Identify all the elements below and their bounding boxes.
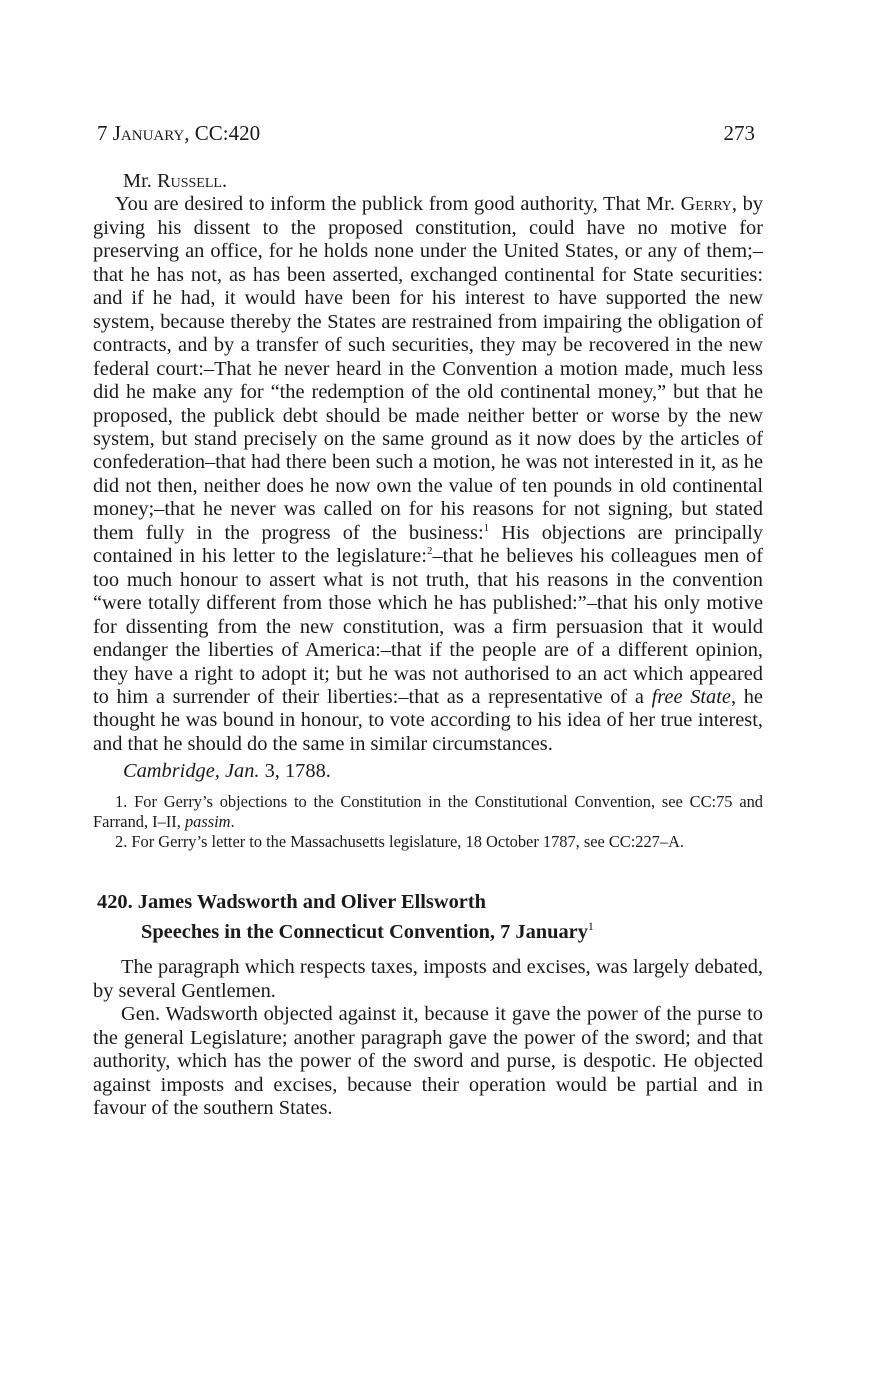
running-head-month: January [112,121,185,145]
dateline-date: 3, 1788. [259,760,331,783]
dateline-place: Cambridge, Jan. [123,760,260,783]
section-heading [93,890,763,944]
letter-name-gerry: Gerry [680,193,732,216]
running-head-ref: , CC:420 [184,121,261,145]
document-page [93,118,763,1121]
footnote-2 [93,832,763,852]
letter-text-c: His objections are principally contained in his letter to the legislature: [93,521,763,568]
letter-text-b: , by giving his dissent to the proposed constitution, could have no motive for preserving an office, for he holds none under the United States, or any of them;–that he has not, as has been asserted, exchanged continental for State securities: and if he had, it would have been for his interest to have supported the new system, because thereby the States are restrained from impairing the obligation of contracts, and by a transfer of such securities, they may be recovered in the new federal court:–That he never heard in the Convention a motion made, much less did he make any for “the redemption of the old continental money,” but that he proposed, the publick debt should be made neither better or worse by the new system, but stand precisely on the same ground as it now does by the articles of confederation–that had there been such a motion, he was not interested in it, as he did not then, neither does he now own the value of ten pounds in old continental money;–that he never was called on for his reasons for not signing, but stated them fully in the progress of the business: [93,193,763,544]
running-head-left [97,118,260,148]
section-footnote-ref[interactable]: 1 [587,919,594,934]
salutation-suffix: . [221,170,228,192]
footnotes [93,792,763,852]
letter-text-d: –that he believes his colleagues men of too much honour to assert what is not truth, that his reasons in the convention “were totally different from those which he has published:”–that his only motive for dissenting from the new constitution, was a firm persuasion that it would endanger the liberties of America:–that if the people are of a different opinion, they have a right to adopt it; but he was not authorised to an act which appeared to him a surrender of their liberties:–that as a representative of a [93,545,763,708]
running-head-day: 7 [97,121,113,145]
footnote-1 [93,792,763,832]
letter-dateline [93,756,763,786]
section-body [93,956,763,1121]
footnote-1-italic: passim [184,812,231,832]
section-paragraph-2: Gen. Wadsworth objected against it, because it gave the power of the purse to the general Legislature; another paragraph gave the power of the sword; and that authority, which has the power of the sword and purse, is despotic. He objected against imposts and excises, because their operation would be partial and in favour of the southern States. [93,1003,763,1120]
footnote-1-text: 1. For Gerry’s objections to the Constitution in the Constitutional Convention, see CC:75 and Farrand, I–II, [93,792,763,832]
section-heading-line2: Speeches in the Connecticut Convention, 7 January [141,921,588,944]
footnote-ref-2[interactable]: 2 [426,545,433,558]
section-heading-line2-wrap [97,914,763,944]
letter-body [93,193,763,756]
salutation-prefix: Mr. [123,170,157,192]
section-paragraph-1: The paragraph which respects taxes, imposts and excises, was largely debated, by several Gentlemen. [93,956,763,1002]
letter-text-e: , he thought he was bound in honour, to vote according to his idea of her true interest, and that he should do the same in similar circumstances. [93,685,763,755]
letter-free-state: free State [651,685,731,708]
running-head [93,118,763,148]
salutation-name: Russell [157,170,222,192]
footnote-2-text: 2. For Gerry’s letter to the Massachusetts legislature, 18 October 1787, see CC:227–A. [115,832,685,852]
footnote-1-end: . [230,812,235,832]
footnote-ref-1[interactable]: 1 [483,522,490,534]
page-number: 273 [723,121,755,145]
letter-salutation [93,170,763,193]
letter-text-a: You are desired to inform the publick from good authority, That Mr. [115,193,681,216]
letter [93,170,763,786]
section-heading-line1: 420. James Wadsworth and Oliver Ellsworth [97,891,486,914]
